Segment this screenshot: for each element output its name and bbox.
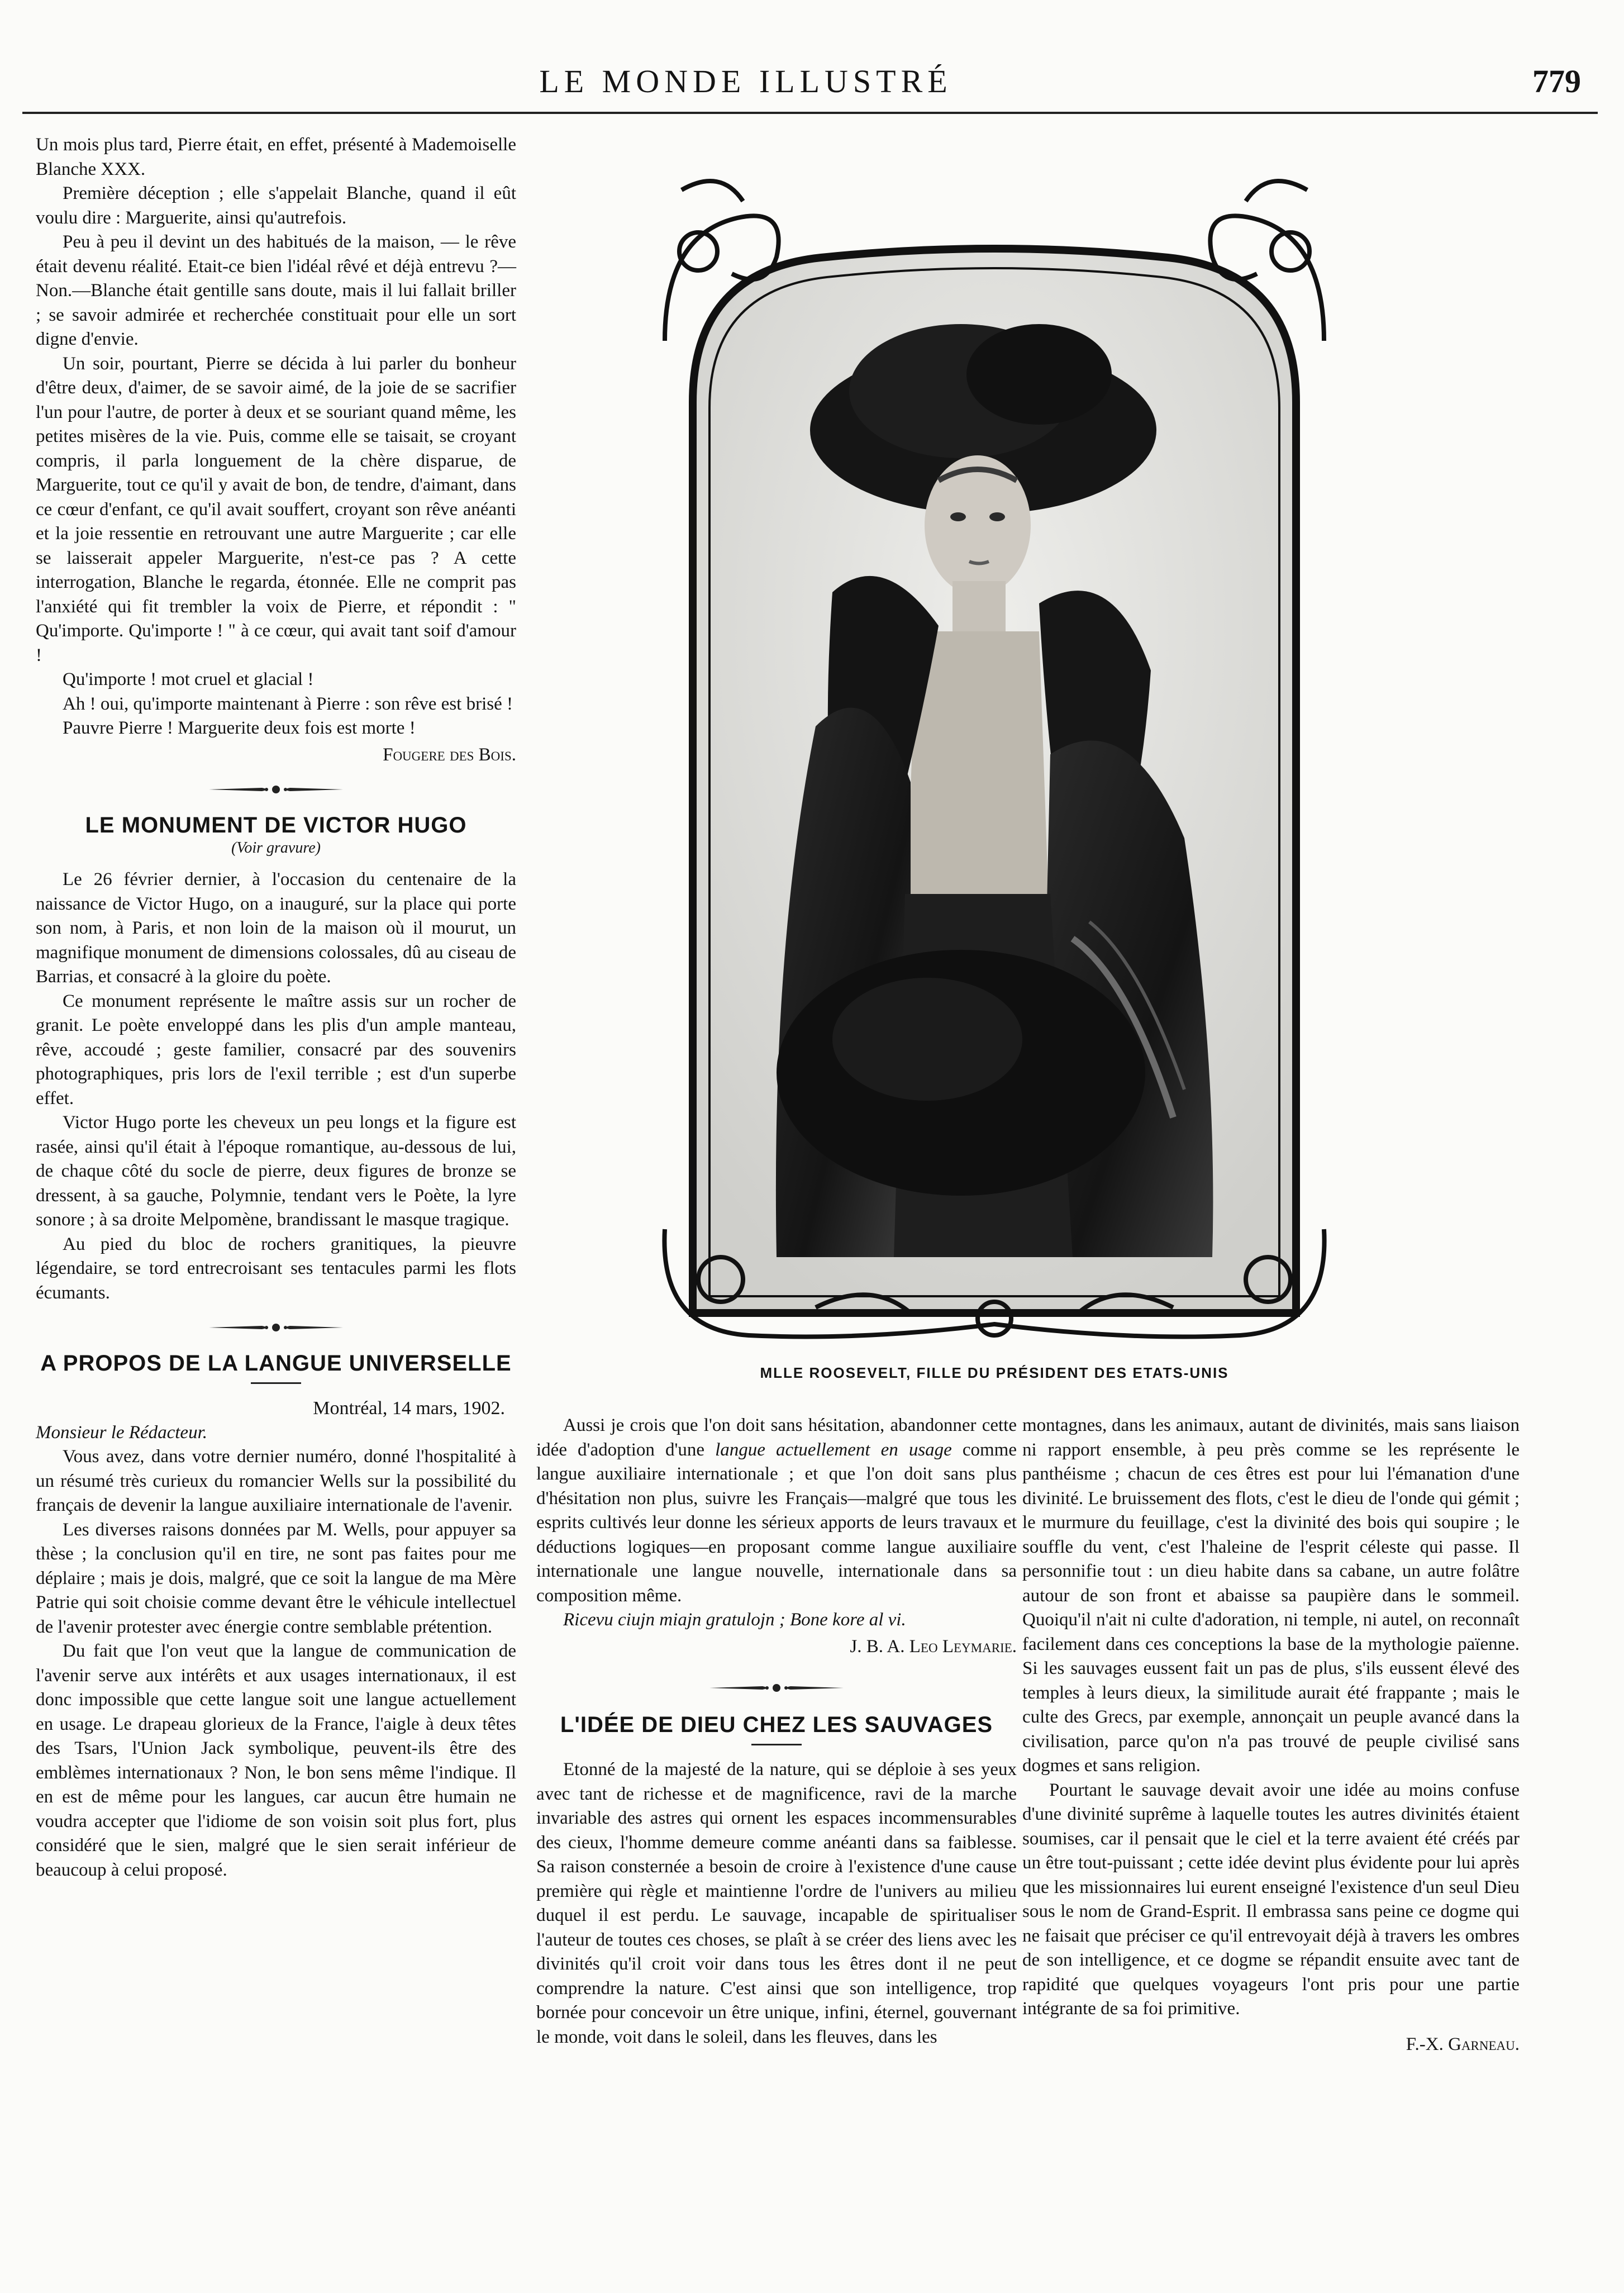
- portrait-photo: [648, 168, 1341, 1352]
- story-paragraph: Qu'importe ! mot cruel et glacial !: [63, 669, 314, 689]
- dieu-signature: F.-X. Garneau.: [1406, 2034, 1520, 2054]
- dieu-paragraph: montagnes, dans les animaux, autant de divinités, mais sans liaison ni rapport ensemble, à peu près comme se les représente le panthéisme ; chacun de ces êtres est pour lui l'émanation d'une divinité. Le bruissement des flots, c'est le dieu de l'onde qui gémit ; le murmure du feuillage, c'est la divinité des bois qui soupire ; le souffle du vent, c'est l'haleine de l'esprit céleste qui passe. Il personnifie tout : un dieu habite dans sa cabane, un autre folâtre autour de son front et abaisse sa paupière dans le sommeil. Quoiqu'il n'ait ni culte d'adoration, ni temple, ni autel, on reconnaît facilement dans ces conceptions la base de la mythologie païenne. Si les sauvages eussent fait un pas de plus, s'ils eussent élevé des temples à leurs dieux, la similitude aurait été frappante ; mais le culte des Grecs, par exemple, annonçait un peuple avancé dans la civilisation, parce qu'on n'a pas trouvé de peuple civilisé sans dogmes et sans religion.: [1022, 1415, 1520, 1776]
- hugo-heading: LE MONUMENT DE VICTOR HUGO: [85, 813, 467, 838]
- langue-cont-italic: langue actuellement en usage: [715, 1439, 952, 1460]
- left-column: [36, 133, 516, 1882]
- langue-continuation: [536, 1414, 1017, 1608]
- langue-signature: J. B. A. Leo Leymarie.: [850, 1636, 1017, 1657]
- hugo-paragraph: Ce monument représente le maître assis sur un rocher de granit. Le poète enveloppé dans les plis d'un ample manteau, rêve, accoudé ; geste familier, consacré par des souvenirs photographiques, pris lors de l'exil terrible ; est d'un superbe effet.: [36, 991, 516, 1109]
- langue-paragraph: Les diverses raisons données par M. Wells, pour appuyer sa thèse ; la conclusion qu'il en tire, ne sont pas faites pour me déplaire ; mais je dois, malgré, que ce soit la langue de ma Mère Patrie qui soit choisie comme devant être le véhicule intellectuel de l'avenir protester avec énergie contre semblable prétention.: [36, 1519, 516, 1637]
- masthead: [22, 63, 1581, 113]
- story-paragraph: Ah ! oui, qu'importe maintenant à Pierre : son rêve est brisé !: [63, 693, 513, 714]
- langue-salutation: Monsieur le Rédacteur.: [36, 1422, 208, 1443]
- portrait-caption: MLLE ROOSEVELT, FILLE DU PRÉSIDENT DES ETATS-UNIS: [760, 1364, 1229, 1381]
- hugo-section: [36, 812, 516, 1305]
- hugo-subtitle: (Voir gravure): [231, 839, 321, 857]
- hugo-paragraph: Le 26 février dernier, à l'occasion du centenaire de la naissance de Victor Hugo, on a inauguré, sur la place qui porte son nom, à Paris, et non loin de la maison où il mourut, un magnifique monument de dimensions colossales, dû au ciseau de Barrias, et consacré à la gloire du poète.: [36, 869, 516, 987]
- story-section: [36, 133, 516, 767]
- short-rule: [751, 1744, 802, 1745]
- langue-paragraph: Du fait que l'on veut que la langue de communication de l'avenir serve aux intérêts et aux usages internationaux, il est donc impossible que cette langue soit une langue actuellement en usage. Le drapeau glorieux de la France, l'aigle à deux têtes des Tsars, l'Union Jack symbolique, peuvent-ils être des emblèmes internationaux ? Non, le bon sens même l'indique. Il en est de même pour les langues, car aucun être humain ne voudra accepter que l'idiome de son voisin soit plus fort, plus considéré que le sien, malgré que le sien serait inférieur de beaucoup à celui proposé.: [36, 1641, 516, 1880]
- story-paragraph: Première déception ; elle s'appelait Blanche, quand il eût voulu dire : Marguerite, ainsi qu'autrefois.: [36, 183, 516, 228]
- langue-cont-text: comme langue auxiliaire internationale ; et que l'on doit sans plus d'hésitation non plus, suivre les Français—malgré que tous les esprits cultivés leur donne les sérieux apports de leurs travaux et déductions logiques—en proposant comme langue auxiliaire internationale une langue nouvelle, internationale dans sa composition même.: [536, 1439, 1017, 1606]
- story-paragraph: Pauvre Pierre ! Marguerite deux fois est morte !: [63, 718, 416, 738]
- middle-column: [536, 1414, 1017, 2049]
- story-signature: Fougere des Bois.: [383, 744, 516, 765]
- ornament-divider: [209, 783, 343, 796]
- story-paragraph: Un mois plus tard, Pierre était, en effet, présenté à Mademoiselle Blanche XXX.: [36, 135, 516, 179]
- page-number: 779: [1532, 63, 1581, 99]
- masthead-rule: [22, 112, 1598, 114]
- dieu-heading: L'IDÉE DE DIEU CHEZ LES SAUVAGES: [560, 1712, 993, 1737]
- story-paragraph: Un soir, pourtant, Pierre se décida à lui parler du bonheur d'être deux, d'aimer, de se savoir aimé, de la joie de se sacrifier l'un pour l'autre, de porter à deux et se souriant quand même, les petites misères de la vie. Puis, comme elle se taisait, se croyant compris, il parla longuement de la chère disparue, de Marguerite, tout ce qu'il y avait de bon, de tendre, d'aimant, dans ce cœur d'enfant, ce qu'il avait souffert, croyant son rêve anéanti et la joie ressentie en retrouvant une autre Marguerite ; car elle se laisserait appeler Marguerite, n'est-ce pas ? A cette interrogation, Blanche le regarda, étonnée. Elle ne comprit pas l'anxiété qui fit trembler la voix de Pierre, et répondit : " Qu'importe. Qu'importe ! " à ce cœur, qui avait tant soif d'amour !: [36, 353, 516, 665]
- langue-paragraph: Vous avez, dans votre dernier numéro, donné l'hospitalité à un résumé très curieux du romancier Wells sur la possibilité du français de devenir la langue auxiliaire internationale de l'avenir.: [36, 1447, 516, 1515]
- masthead-title: LE MONDE ILLUSTRÉ: [539, 63, 953, 99]
- langue-heading: A PROPOS DE LA LANGUE UNIVERSELLE: [40, 1351, 512, 1376]
- hugo-paragraph: Victor Hugo porte les cheveux un peu longs et la figure est rasée, ainsi qu'il était à l'époque romantique, au-dessous de lui, de chaque côté du socle de pierre, deux figures de bronze se dressent, à sa gauche, Polymnie, tendant vers le Poète, la lyre sonore ; à sa droite Melpomène, brandissant le masque tragique.: [36, 1112, 516, 1230]
- short-rule: [251, 1382, 301, 1384]
- ornament-divider: [709, 1681, 844, 1695]
- langue-cont-text: Aussi je crois que l'on doit sans hésitation, abandonner cette idée d'adoption d'une: [536, 1415, 1017, 1460]
- langue-section: [36, 1350, 516, 1882]
- dieu-paragraph: Pourtant le sauvage devait avoir une idée au moins confuse d'une divinité suprême à laquelle toutes les autres divinités étaient soumises, car il pensait que le ciel et la terre avaient été créés par un être tout-puissant ; cette idée devint plus évidente pour lui après que les missionnaires lui eurent enseigné l'existence d'un seul Dieu sous le nom de Grand-Esprit. Il embrassa sans peine ce dogme qui ne faisait que préciser ce qu'il entrevoyait déjà à travers les ombres de son intelligence, et ce dogme se répandit ensuite avec tant de rapidité que quelques voyageurs l'ont pris pour une partie intégrante de sa foi primitive.: [1022, 1780, 1520, 2019]
- right-column: [1022, 1414, 1520, 2057]
- ornament-divider: [209, 1321, 343, 1334]
- langue-closing: Ricevu ciujn miajn gratulojn ; Bone kore al vi.: [563, 1610, 906, 1630]
- story-paragraph: Peu à peu il devint un des habitués de la maison, — le rêve était devenu réalité. Etait-ce bien l'idéal rêvé et déjà entrevu ?—Non.—Blanche était gentille sans doute, mais il lui fallait briller ; se savoir admirée et recherchée constituait pour elle un sort digne d'envie.: [36, 232, 516, 349]
- portrait-frame: [648, 168, 1341, 1352]
- dieu-paragraph: Etonné de la majesté de la nature, qui se déploie à ses yeux avec tant de richesse et de magnificence, ravi de la marche invariable des astres qui ornent les espaces incommensurables des cieux, l'homme demeure comme anéanti dans sa faiblesse. Sa raison consternée a besoin de croire à l'existence d'une cause première qui règle et maintienne l'ordre de l'univers au milieu duquel il est perdu. Le sauvage, incapable de spiritualiser l'auteur de toutes ces choses, se plaît à se créer des liens avec les divinités qu'il croit voir dans tous les êtres dont il ne peut comprendre la nature. C'est ainsi que son intelligence, trop bornée pour concevoir un être unique, infini, éternel, gouvernant le monde, voit dans le soleil, dans les fleuves, dans les: [536, 1759, 1017, 2047]
- langue-dateline: Montréal, 14 mars, 1902.: [313, 1398, 505, 1419]
- hugo-paragraph: Au pied du bloc de rochers granitiques, la pieuvre légendaire, se tord entrecroisant ses tentacules parmi les flots écumants.: [36, 1234, 516, 1303]
